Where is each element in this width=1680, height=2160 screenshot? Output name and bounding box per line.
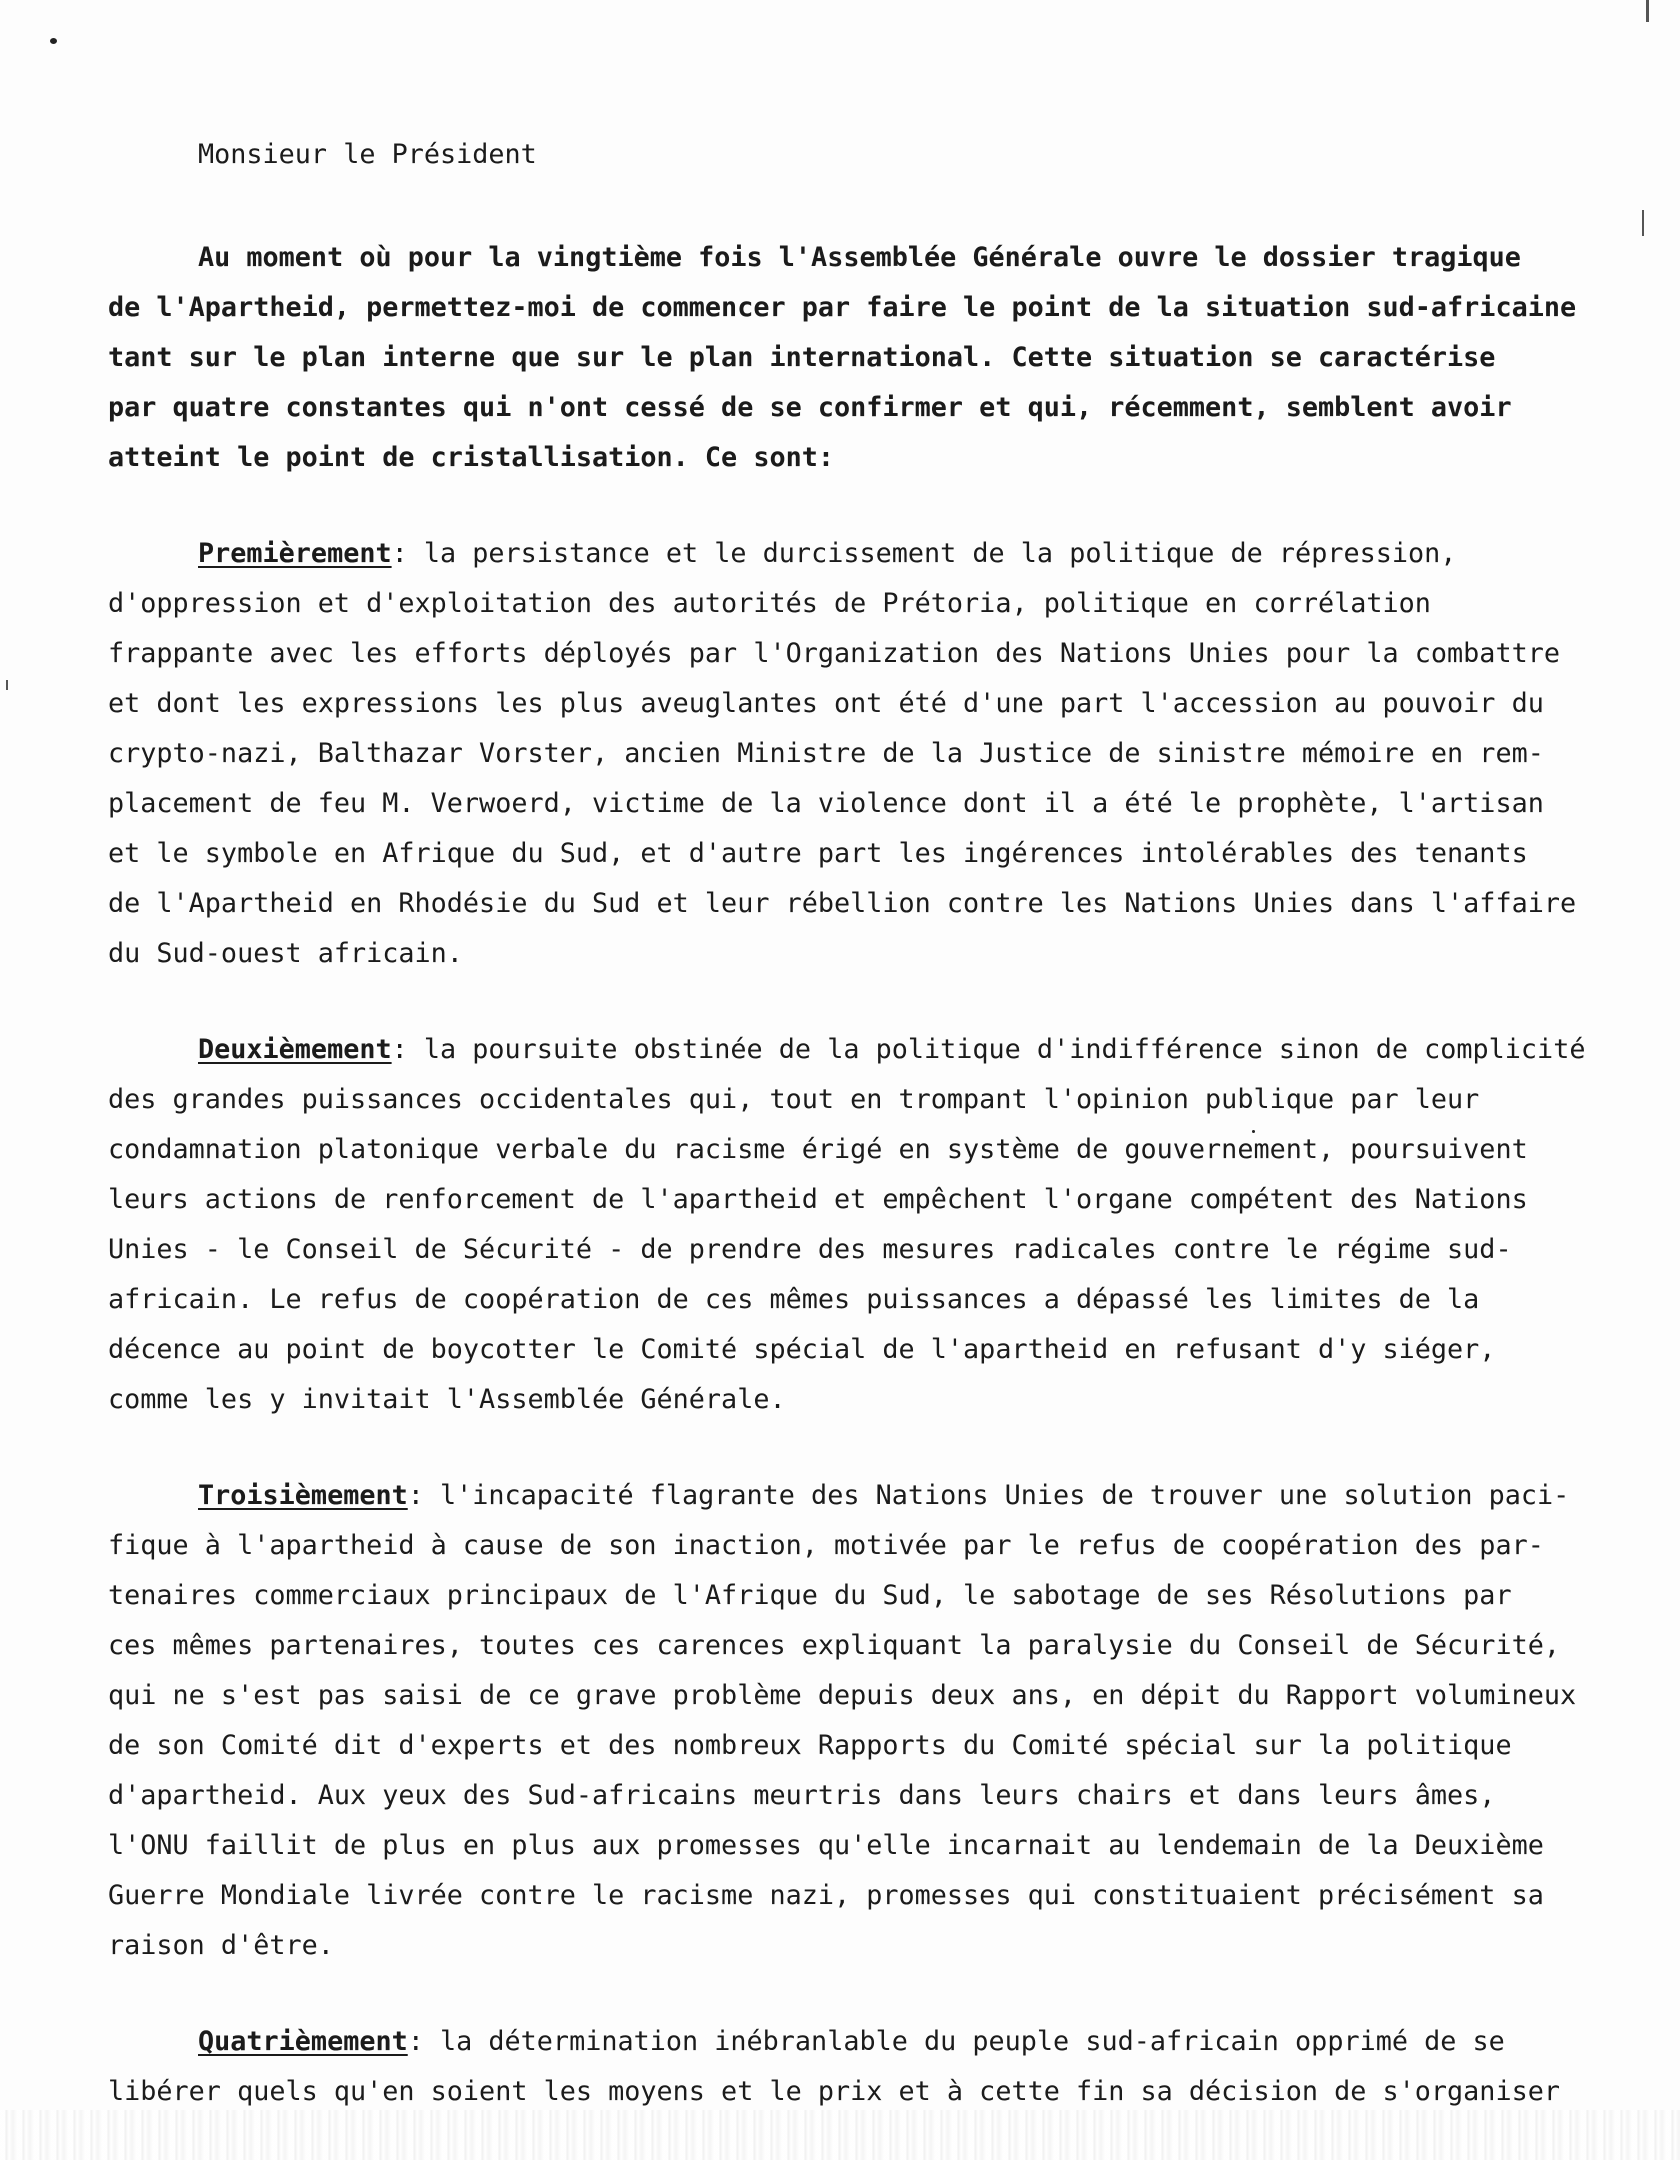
point-heading: Troisièmement <box>198 1480 408 1511</box>
text-line: raison d'être. <box>108 1930 334 1961</box>
text-line: Guerre Mondiale livrée contre le racisme nazi, promesses qui constituaient précisément sa <box>108 1880 1544 1911</box>
text-line: du Sud-ouest africain. <box>108 938 463 969</box>
margin-mark <box>1646 0 1649 22</box>
point-heading: Deuxièmement <box>198 1034 392 1065</box>
text-line: fique à l'apartheid à cause de son inaction, motivée par le refus de coopération des par- <box>108 1530 1544 1561</box>
point-heading: Quatrièmement <box>198 2026 408 2057</box>
text-line: et le symbole en Afrique du Sud, et d'autre part les ingérences intolérables des tenants <box>108 838 1528 869</box>
text-line: condamnation platonique verbale du racisme érigé en système de gouvernement, poursuivent <box>108 1134 1528 1165</box>
text-line: atteint le point de cristallisation. Ce sont: <box>108 442 834 473</box>
scan-noise <box>0 2110 1680 2160</box>
text-line: Unies - le Conseil de Sécurité - de prendre des mesures radicales contre le régime sud- <box>108 1234 1512 1265</box>
text-line: de l'Apartheid en Rhodésie du Sud et leur rébellion contre les Nations Unies dans l'affaire <box>108 888 1577 919</box>
point-first-line-text: : la détermination inébranlable du peuple sud-africain opprimé de se <box>407 2026 1505 2057</box>
salutation: Monsieur le Président <box>198 139 537 170</box>
text-line: d'oppression et d'exploitation des autorités de Prétoria, politique en corrélation <box>108 588 1431 619</box>
text-line: tenaires commerciaux principaux de l'Afrique du Sud, le sabotage de ses Résolutions par <box>108 1580 1512 1611</box>
intro-paragraph <box>108 233 1628 483</box>
text-line: frappante avec les efforts déployés par l'Organization des Nations Unies pour la combattre <box>108 638 1560 669</box>
ink-speck <box>50 38 57 44</box>
point-first-line-text: : l'incapacité flagrante des Nations Unies de trouver une solution paci- <box>407 1480 1570 1511</box>
margin-mark <box>6 680 8 690</box>
text-line: de l'Apartheid, permettez-moi de commencer par faire le point de la situation sud-africaine <box>108 292 1577 323</box>
text-line: des grandes puissances occidentales qui, tout en trompant l'opinion publique par leur <box>108 1084 1480 1115</box>
point-first-line-text: : la poursuite obstinée de la politique d'indifférence sinon de complicité <box>391 1034 1586 1065</box>
point-heading: Premièrement <box>198 538 392 569</box>
point-first-line-text: : la persistance et le durcissement de la politique de répression, <box>391 538 1457 569</box>
text-line: d'apartheid. Aux yeux des Sud-africains meurtris dans leurs chairs et dans leurs âmes, <box>108 1780 1496 1811</box>
margin-mark <box>1642 210 1644 236</box>
letter-body <box>108 130 1628 2117</box>
text-line: qui ne s'est pas saisi de ce grave problème depuis deux ans, en dépit du Rapport volumineux <box>108 1680 1577 1711</box>
text-line: libérer quels qu'en soient les moyens et le prix et à cette fin sa décision de s'organiser <box>108 2076 1560 2107</box>
text-line: tant sur le plan interne que sur le plan international. Cette situation se caractérise <box>108 342 1496 373</box>
point-first-line <box>108 529 1628 579</box>
point-first-line <box>108 1471 1628 1521</box>
text-line: Au moment où pour la vingtième fois l'Assemblée Générale ouvre le dossier tragique <box>198 242 1521 273</box>
text-line: placement de feu M. Verwoerd, victime de la violence dont il a été le prophète, l'artisan <box>108 788 1544 819</box>
text-line: africain. Le refus de coopération de ces mêmes puissances a dépassé les limites de la <box>108 1284 1480 1315</box>
point-paragraph-3 <box>108 1471 1628 1971</box>
text-line: leurs actions de renforcement de l'apartheid et empêchent l'organe compétent des Nations <box>108 1184 1528 1215</box>
text-line: comme les y invitait l'Assemblée Générale. <box>108 1384 786 1415</box>
text-line: par quatre constantes qui n'ont cessé de se confirmer et qui, récemment, semblent avoir <box>108 392 1512 423</box>
text-line: décence au point de boycotter le Comité spécial de l'apartheid en refusant d'y siéger, <box>108 1334 1496 1365</box>
text-line: de son Comité dit d'experts et des nombreux Rapports du Comité spécial sur la politique <box>108 1730 1512 1761</box>
point-paragraph-1 <box>108 529 1628 979</box>
point-first-line <box>108 1025 1628 1075</box>
point-paragraph-4 <box>108 2017 1628 2117</box>
text-line: ces mêmes partenaires, toutes ces carences expliquant la paralysie du Conseil de Sécurité, <box>108 1630 1560 1661</box>
text-line: et dont les expressions les plus aveuglantes ont été d'une part l'accession au pouvoir du <box>108 688 1544 719</box>
point-paragraph-2 <box>108 1025 1628 1425</box>
text-line: crypto-nazi, Balthazar Vorster, ancien Ministre de la Justice de sinistre mémoire en rem- <box>108 738 1544 769</box>
text-line: l'ONU faillit de plus en plus aux promesses qu'elle incarnait au lendemain de la Deuxième <box>108 1830 1544 1861</box>
point-first-line <box>108 2017 1628 2067</box>
